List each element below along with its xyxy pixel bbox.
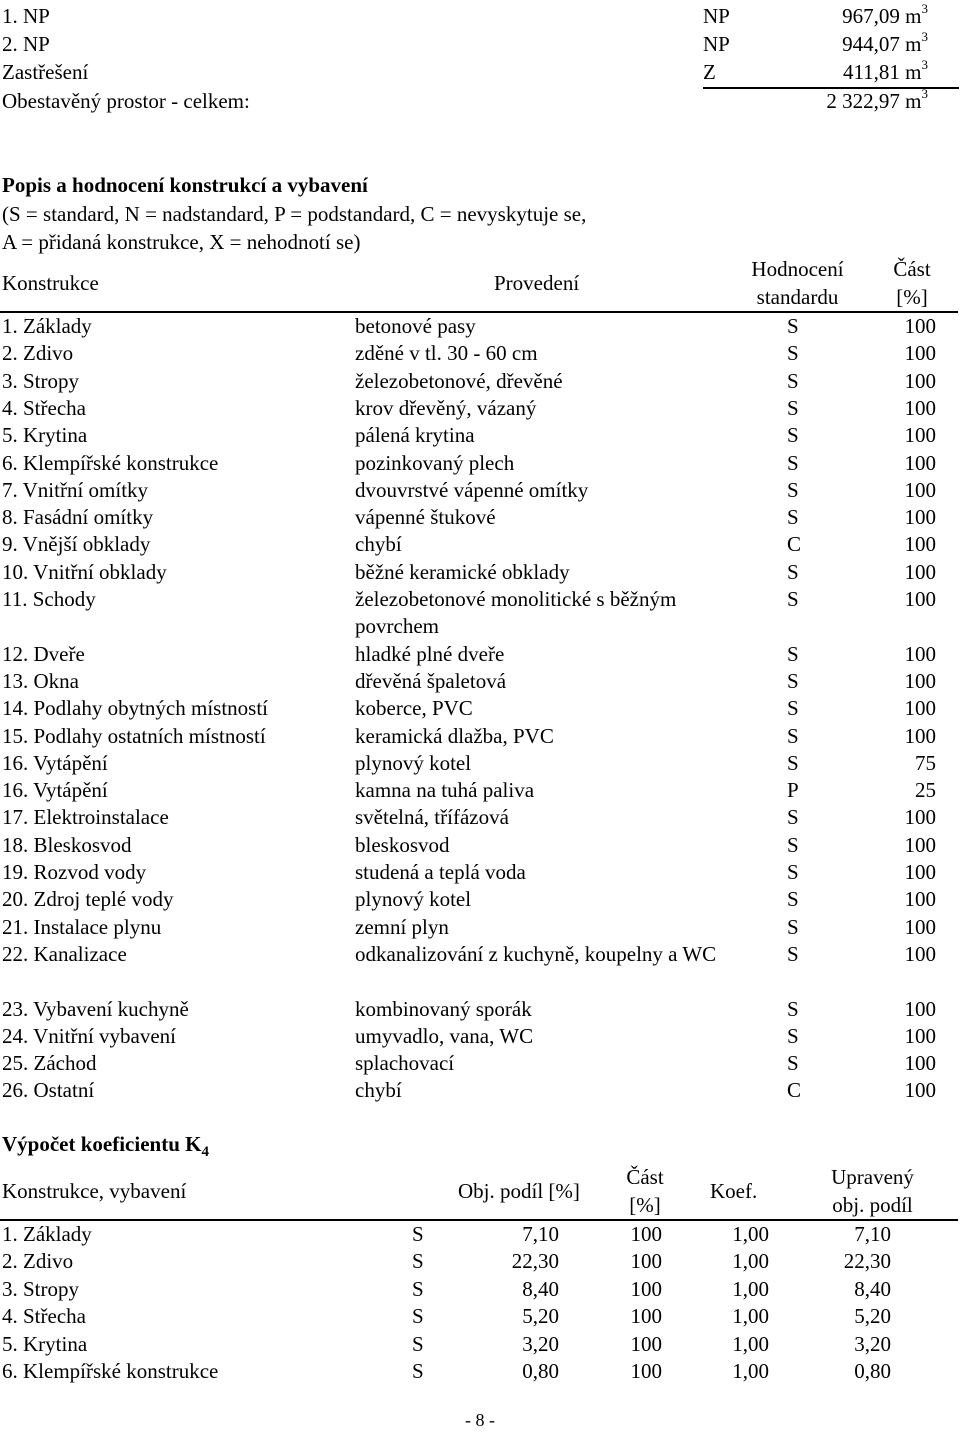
row-hodnoceni: S	[787, 750, 799, 775]
table-row	[0, 832, 960, 859]
table-row	[0, 996, 960, 1023]
row-cast: 100	[904, 805, 936, 830]
row-hodnoceni: S	[787, 887, 799, 912]
row-konstrukce: 24. Vnitřní vybavení	[2, 1023, 177, 1048]
row-konstrukce: 23. Vybavení kuchyně	[2, 996, 189, 1021]
row-konstrukce: 16. Vytápění	[2, 750, 108, 775]
volume-value: 411,81 $m^3$	[842, 57, 928, 84]
k4-row-obj: 8,40	[522, 1276, 559, 1301]
popis-title: Popis a hodnocení konstrukcí a vybavení	[2, 173, 368, 197]
k4-row-konstrukce: 6. Klempířské konstrukce	[2, 1359, 219, 1383]
k4-row-konstrukce: 4. Střecha	[2, 1304, 86, 1329]
row-cast: 100	[904, 587, 936, 611]
row-cast: 100	[904, 914, 936, 939]
volume-value: 967,09 $m^3$	[842, 1, 928, 28]
row-hodnoceni: S	[787, 805, 799, 830]
table-row	[0, 450, 960, 477]
table-row	[0, 559, 960, 586]
k4-row-koef: 1,00	[732, 1331, 769, 1356]
row-cast: 100	[904, 941, 936, 966]
row-hodnoceni: S	[787, 314, 799, 338]
k4-row-standard: S	[412, 1222, 424, 1246]
row-cast: 100	[904, 477, 936, 502]
k4-row-obj: 7,10	[522, 1222, 559, 1246]
row-hodnoceni: S	[787, 1051, 799, 1076]
volume-row	[0, 59, 960, 86]
volume-total-label: Obestavěný prostor - celkem:	[2, 89, 250, 113]
row-konstrukce: 6. Klempířské konstrukce	[2, 450, 219, 475]
k4-row-upraveny: 8,40	[854, 1276, 891, 1301]
k4-row	[0, 1276, 960, 1303]
table-row	[0, 941, 960, 995]
row-konstrukce: 15. Podlahy ostatních místností	[2, 723, 266, 748]
row-provedeni: odkanalizování z kuchyně, koupelny a WC	[355, 941, 717, 966]
k4-row-cast: 100	[630, 1331, 662, 1356]
k4-row	[0, 1248, 960, 1275]
table-row	[0, 1077, 960, 1104]
k4-row-obj: 5,20	[522, 1304, 559, 1329]
k4-row	[0, 1303, 960, 1330]
volume-code: NP	[703, 4, 730, 28]
row-konstrukce: 3. Stropy	[2, 368, 80, 393]
k4-header-upraveny-1: Upravený	[831, 1165, 914, 1189]
row-konstrukce: 20. Zdroj teplé vody	[2, 887, 174, 912]
k4-header-koef: Koef.	[710, 1179, 758, 1203]
row-hodnoceni: S	[787, 395, 799, 420]
k4-row-upraveny: 5,20	[854, 1304, 891, 1329]
k4-row-standard: S	[412, 1359, 424, 1383]
volume-total-value: 2 322,97 $m^3$	[826, 86, 928, 113]
table-row	[0, 859, 960, 886]
row-provedeni: keramická dlažba, PVC	[355, 723, 554, 748]
row-cast: 100	[904, 314, 936, 338]
table-row	[0, 668, 960, 695]
k4-row-konstrukce: 5. Krytina	[2, 1331, 88, 1356]
volume-label: Zastřešení	[2, 60, 89, 84]
row-hodnoceni: S	[787, 696, 799, 721]
row-cast: 100	[904, 1023, 936, 1048]
volume-row	[0, 3, 960, 30]
row-konstrukce: 25. Záchod	[2, 1051, 97, 1076]
row-provedeni: světelná, třífázová	[355, 805, 509, 830]
k4-row	[0, 1358, 960, 1385]
row-provedeni: krov dřevěný, vázaný	[355, 395, 537, 420]
row-konstrukce: 17. Elektroinstalace	[2, 805, 169, 830]
k4-title: Výpočet koeficientu $K_4$	[2, 1132, 209, 1161]
header-konstrukce: Konstrukce	[2, 271, 99, 295]
row-provedeni: chybí	[355, 532, 402, 557]
volume-row	[0, 31, 960, 58]
row-cast: 100	[904, 696, 936, 721]
row-provedeni: dřevěná špaletová	[355, 668, 507, 693]
volume-code: Z	[703, 60, 716, 84]
row-hodnoceni: S	[787, 505, 799, 530]
row-provedeni: vápenné štukové	[355, 505, 496, 530]
row-provedeni: dvouvrstvé vápenné omítky	[355, 477, 589, 502]
k4-row-koef: 1,00	[732, 1304, 769, 1329]
k4-row-koef: 1,00	[732, 1249, 769, 1274]
table-row	[0, 914, 960, 941]
row-provedeni: plynový kotel	[355, 887, 472, 912]
row-konstrukce: 8. Fasádní omítky	[2, 505, 154, 530]
k4-row-standard: S	[412, 1304, 424, 1329]
k4-row-cast: 100	[630, 1359, 662, 1383]
table-row	[0, 886, 960, 913]
row-provedeni: kamna na tuhá paliva	[355, 778, 535, 803]
volume-value: 944,07 $m^3$	[842, 29, 928, 56]
row-provedeni: pálená krytina	[355, 423, 475, 448]
table-row	[0, 1050, 960, 1077]
header-hodnoceni-2: standardu	[756, 285, 839, 309]
row-provedeni: plynový kotel	[355, 750, 472, 775]
k4-row-obj: 0,80	[522, 1359, 559, 1383]
table-row	[0, 313, 960, 340]
row-cast: 100	[904, 996, 936, 1021]
row-cast: 100	[904, 368, 936, 393]
row-provedeni: betonové pasy	[355, 314, 476, 338]
row-provedeni: železobetonové, dřevěné	[355, 368, 563, 393]
k4-header-obj: Obj. podíl [%]	[458, 1179, 580, 1203]
row-konstrukce: 19. Rozvod vody	[2, 860, 147, 884]
k4-row-koef: 1,00	[732, 1359, 769, 1383]
row-hodnoceni: S	[787, 832, 799, 857]
k4-row-upraveny: 22,30	[843, 1249, 891, 1274]
k4-header-cast-2: [%]	[629, 1193, 661, 1217]
row-cast: 100	[904, 505, 936, 530]
header-provedeni: Provedení	[494, 271, 580, 295]
header-hodnoceni-1: Hodnocení	[751, 257, 844, 281]
row-cast: 100	[904, 559, 936, 584]
k4-row-obj: 22,30	[511, 1249, 559, 1274]
row-hodnoceni: S	[787, 477, 799, 502]
row-provedeni: chybí	[355, 1078, 402, 1103]
row-konstrukce: 12. Dveře	[2, 641, 85, 666]
row-hodnoceni: S	[787, 914, 799, 939]
row-hodnoceni: S	[787, 996, 799, 1021]
k4-row-konstrukce: 2. Zdivo	[2, 1249, 74, 1274]
k4-row-konstrukce: 1. Základy	[2, 1222, 92, 1246]
row-konstrukce: 10. Vnitřní obklady	[2, 559, 167, 584]
row-konstrukce: 2. Zdivo	[2, 341, 74, 366]
k4-row	[0, 1221, 960, 1248]
table-row	[0, 777, 960, 804]
volume-label: 2. NP	[2, 32, 50, 56]
table-row	[0, 504, 960, 531]
row-provedeni: umyvadlo, vana, WC	[355, 1023, 534, 1048]
row-cast: 100	[904, 641, 936, 666]
row-provedeni: železobetonové monolitické s běžným povrchem	[355, 587, 677, 638]
table-row	[0, 368, 960, 395]
row-cast: 100	[904, 1051, 936, 1076]
row-hodnoceni: S	[787, 368, 799, 393]
k4-row-standard: S	[412, 1331, 424, 1356]
k4-row-koef: 1,00	[732, 1222, 769, 1246]
row-cast: 100	[904, 887, 936, 912]
table-row	[0, 531, 960, 558]
k4-row-obj: 3,20	[522, 1331, 559, 1356]
row-provedeni: studená a teplá voda	[355, 860, 526, 884]
row-hodnoceni: P	[787, 778, 799, 803]
k4-row-cast: 100	[630, 1276, 662, 1301]
row-provedeni: zděné v tl. 30 - 60 cm	[355, 341, 538, 366]
row-konstrukce: 18. Bleskosvod	[2, 832, 132, 857]
k4-row-upraveny: 3,20	[854, 1331, 891, 1356]
page-number: - 8 -	[465, 1410, 495, 1430]
k4-row-cast: 100	[630, 1222, 662, 1246]
row-konstrukce: 13. Okna	[2, 668, 79, 693]
row-cast: 100	[904, 450, 936, 475]
row-konstrukce: 5. Krytina	[2, 423, 88, 448]
k4-row-konstrukce: 3. Stropy	[2, 1276, 80, 1301]
row-cast: 100	[904, 395, 936, 420]
row-cast: 100	[904, 668, 936, 693]
k4-header-konstrukce: Konstrukce, vybavení	[2, 1179, 187, 1203]
volume-label: 1. NP	[2, 4, 50, 28]
row-provedeni: kombinovaný sporák	[355, 996, 532, 1021]
row-konstrukce: 4. Střecha	[2, 395, 86, 420]
row-provedeni: běžné keramické obklady	[355, 559, 570, 584]
row-cast: 100	[904, 532, 936, 557]
row-cast: 100	[904, 1078, 936, 1103]
row-hodnoceni: S	[787, 860, 799, 884]
k4-row-cast: 100	[630, 1304, 662, 1329]
row-hodnoceni: S	[787, 668, 799, 693]
header-cast-2: [%]	[896, 285, 928, 309]
header-cast-1: Část	[893, 257, 931, 281]
row-provedeni: hladké plné dveře	[355, 641, 505, 666]
k4-row	[0, 1331, 960, 1358]
row-hodnoceni: C	[787, 1078, 802, 1103]
row-cast: 100	[904, 341, 936, 366]
row-provedeni: pozinkovaný plech	[355, 450, 515, 475]
table-row	[0, 804, 960, 831]
row-konstrukce: 16. Vytápění	[2, 778, 108, 803]
row-hodnoceni: S	[787, 423, 799, 448]
table-row	[0, 641, 960, 668]
row-hodnoceni: C	[787, 532, 802, 557]
row-konstrukce: 14. Podlahy obytných místností	[2, 696, 269, 721]
k4-row-upraveny: 0,80	[854, 1359, 891, 1383]
popis-legend-line2: A = přidaná konstrukce, X = nehodnotí se)	[2, 230, 361, 254]
k4-row-standard: S	[412, 1249, 424, 1274]
row-provedeni: bleskosvod	[355, 832, 450, 857]
k4-row-cast: 100	[630, 1249, 662, 1274]
table-row	[0, 723, 960, 750]
row-cast: 100	[904, 723, 936, 748]
table-row	[0, 750, 960, 777]
table-row	[0, 395, 960, 422]
table-row	[0, 586, 960, 640]
table-row	[0, 477, 960, 504]
row-konstrukce: 9. Vnější obklady	[2, 532, 151, 557]
k4-row-upraveny: 7,10	[854, 1222, 891, 1246]
table-row	[0, 422, 960, 449]
popis-legend-line1: (S = standard, N = nadstandard, P = podstandard, C = nevyskytuje se,	[2, 202, 587, 226]
k4-header-cast-1: Část	[626, 1165, 664, 1189]
row-hodnoceni: S	[787, 559, 799, 584]
table-row	[0, 1023, 960, 1050]
row-konstrukce: 11. Schody	[2, 587, 96, 611]
row-hodnoceni: S	[787, 1023, 799, 1048]
row-provedeni: splachovací	[355, 1051, 455, 1076]
row-konstrukce: 1. Základy	[2, 314, 92, 338]
row-cast: 100	[904, 832, 936, 857]
row-cast: 25	[915, 778, 936, 803]
row-konstrukce: 21. Instalace plynu	[2, 914, 162, 939]
row-hodnoceni: S	[787, 641, 799, 666]
row-hodnoceni: S	[787, 587, 799, 611]
table-row	[0, 695, 960, 722]
row-konstrukce: 22. Kanalizace	[2, 941, 127, 966]
row-hodnoceni: S	[787, 450, 799, 475]
row-konstrukce: 7. Vnitřní omítky	[2, 477, 149, 502]
row-cast: 75	[915, 750, 936, 775]
volume-code: NP	[703, 32, 730, 56]
row-cast: 100	[904, 860, 936, 884]
row-hodnoceni: S	[787, 723, 799, 748]
row-hodnoceni: S	[787, 341, 799, 366]
volume-total-row	[0, 88, 960, 115]
row-konstrukce: 26. Ostatní	[2, 1078, 95, 1103]
row-provedeni: zemní plyn	[355, 914, 449, 939]
table-row	[0, 340, 960, 367]
k4-header-upraveny-2: obj. podíl	[832, 1193, 913, 1217]
k4-row-standard: S	[412, 1276, 424, 1301]
row-hodnoceni: S	[787, 941, 799, 966]
k4-row-koef: 1,00	[732, 1276, 769, 1301]
row-cast: 100	[904, 423, 936, 448]
row-provedeni: koberce, PVC	[355, 696, 473, 721]
